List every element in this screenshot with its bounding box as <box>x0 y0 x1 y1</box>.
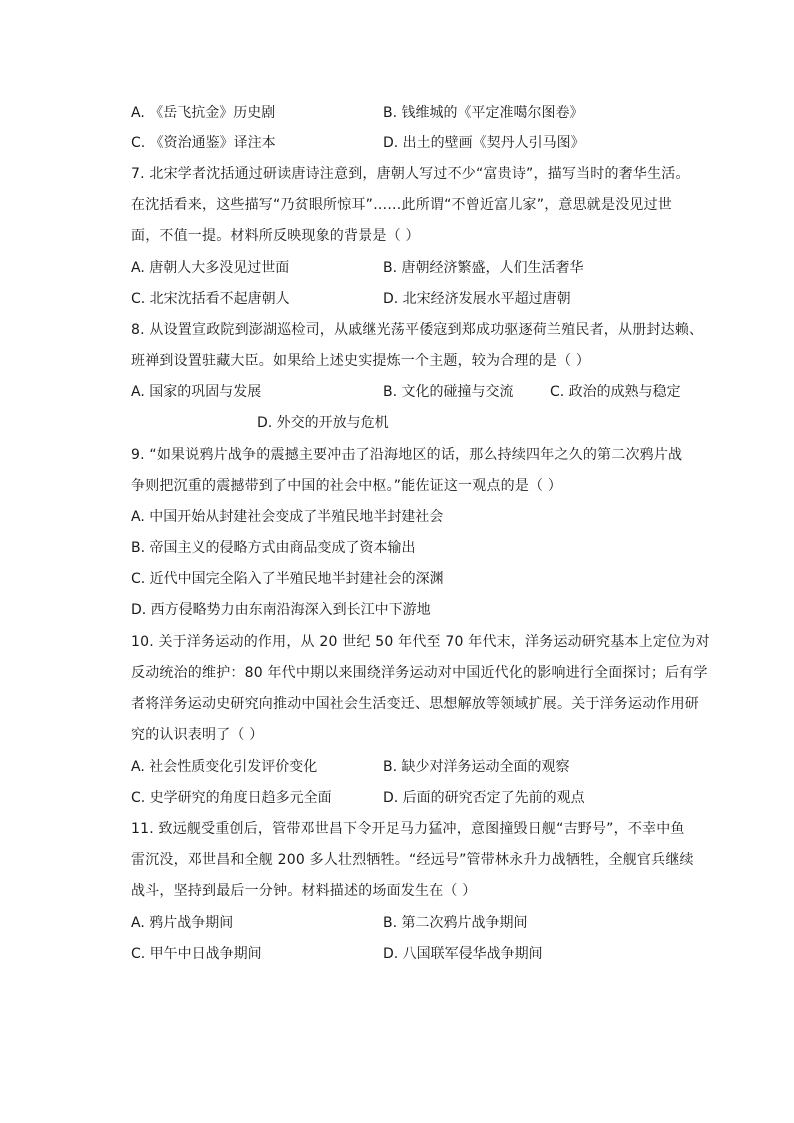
q10-option-b: B. 缺少对洋务运动全面的观察 <box>383 759 570 775</box>
q9-option-a: A. 中国开始从封建社会变成了半殖民地半封建社会 <box>131 509 444 525</box>
q7-option-d: D. 北宋经济发展水平超过唐朝 <box>383 291 571 307</box>
q7-stem-line: 在沈括看来，这些描写“乃贫眼所惊耳”……此所谓“不曾近富儿家”，意思就是没见过世 <box>131 197 673 213</box>
q9-stem-line: 争则把沉重的震撼带到了中国的社会中枢。”能佐证这一观点的是（ ） <box>131 478 563 494</box>
q10-option-d: D. 后面的研究否定了先前的观点 <box>383 790 585 806</box>
q6-option-d: D. 出土的壁画《契丹人引马图》 <box>383 135 585 151</box>
q8-option-c: C. 政治的成熟与稳定 <box>550 384 681 400</box>
q6-option-a: A. 《岳飞抗金》历史剧 <box>131 105 276 121</box>
q8-stem-line: 8. 从设置宣政院到澎湖巡检司，从戚继光荡平倭寇到郑成功驱逐荷兰殖民者，从册封达赖、 <box>131 322 704 338</box>
q8-option-a: A. 国家的巩固与发展 <box>131 384 262 400</box>
q11-option-b: B. 第二次鸦片战争期间 <box>383 915 528 931</box>
q9-option-d: D. 西方侵略势力由东南沿海深入到长江中下游地 <box>131 602 431 618</box>
q10-stem-line: 者将洋务运动史研究向推动中国社会生活变迁、思想解放等领域扩展。关于洋务运动作用研 <box>131 696 699 712</box>
q11-stem-line: 11. 致远舰受重创后，管带邓世昌下令开足马力猛冲，意图撞毁日舰“吉野号”，不幸中鱼 <box>131 821 685 837</box>
q8-option-d: D. 外交的开放与危机 <box>257 415 389 431</box>
q6-option-b: B. 钱维城的《平定准噶尔图卷》 <box>383 105 584 121</box>
q10-stem-line: 10. 关于洋务运动的作用，从 20 世纪 50 年代至 70 年代末，洋务运动研究基本上定位为对 <box>131 634 710 650</box>
q11-option-c: C. 甲午中日战争期间 <box>131 946 262 962</box>
q10-option-c: C. 史学研究的角度日趋多元全面 <box>131 790 332 806</box>
q11-option-d: D. 八国联军侵华战争期间 <box>383 946 543 962</box>
q8-stem-line: 班禅到设置驻藏大臣。如果给上述史实提炼一个主题，较为合理的是（ ） <box>131 353 591 369</box>
q7-option-b: B. 唐朝经济繁盛，人们生活奢华 <box>383 260 584 276</box>
q7-option-c: C. 北宋沈括看不起唐朝人 <box>131 291 290 307</box>
q10-option-a: A. 社会性质变化引发评价变化 <box>131 759 318 775</box>
q7-stem-line: 面，不值一提。材料所反映现象的背景是（ ） <box>131 228 420 244</box>
q11-stem-line: 雷沉没，邓世昌和全舰 200 多人壮烈牺牲。“经远号”管带林永升力战牺牲，全舰官兵继续 <box>131 852 694 868</box>
q7-option-a: A. 唐朝人大多没见过世面 <box>131 260 290 276</box>
q9-stem-line: 9. “如果说鸦片战争的震撼主要冲击了沿海地区的话，那么持续四年之久的第二次鸦片战 <box>131 447 683 463</box>
q10-stem-line: 究的认识表明了（ ） <box>131 727 264 743</box>
q7-stem-line: 7. 北宋学者沈括通过研读唐诗注意到，唐朝人写过不少“富贵诗”，描写当时的奢华生活。 <box>131 166 690 182</box>
q9-option-b: B. 帝国主义的侵略方式由商品变成了资本输出 <box>131 540 416 556</box>
q6-option-c: C. 《资治通鉴》译注本 <box>131 135 276 151</box>
q10-stem-line: 反动统治的维护：80 年代中期以来围绕洋务运动对中国近代化的影响进行全面探讨；后有学 <box>131 665 708 681</box>
q8-option-b: B. 文化的碰撞与交流 <box>383 384 514 400</box>
q11-stem-line: 战斗，坚持到最后一分钟。材料描述的场面发生在（ ） <box>131 883 477 899</box>
q9-option-c: C. 近代中国完全陷入了半殖民地半封建社会的深渊 <box>131 571 444 587</box>
q11-option-a: A. 鸦片战争期间 <box>131 915 234 931</box>
